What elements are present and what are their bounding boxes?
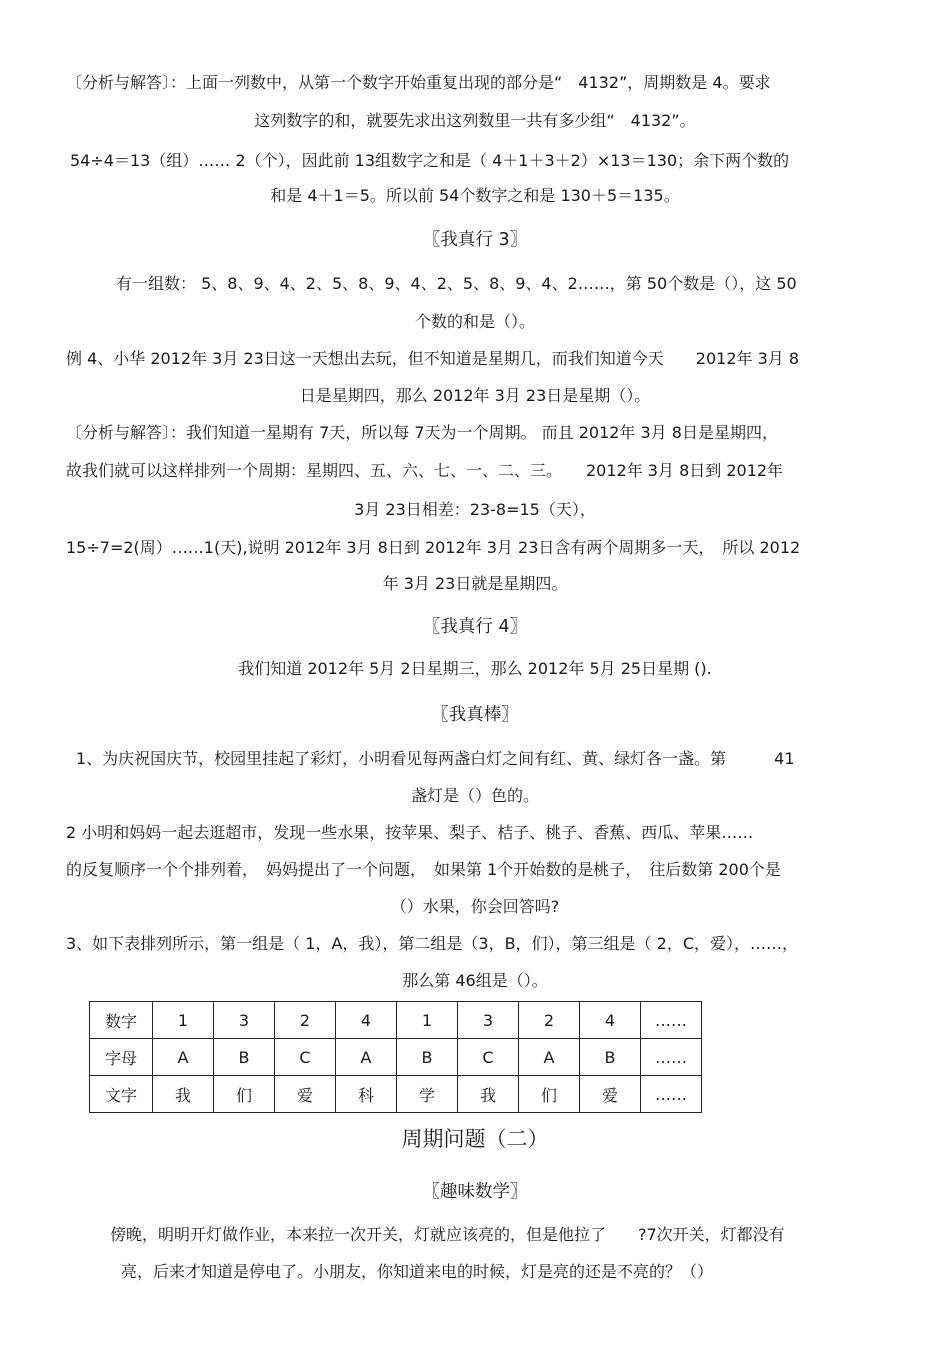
table-cell: 们 — [214, 1076, 275, 1113]
example-4-line-2: 日是星期四，那么 2012年 3月 23日是星期（）。 — [299, 386, 651, 405]
question-1-line-2: 盏灯是（）色的。 — [410, 786, 539, 805]
fun-math-line-1: 傍晚，明明开灯做作业，本来拉一次开关，灯就应该亮的，但是他拉了 ?7次开关，灯都没有 — [110, 1225, 785, 1244]
analysis-1-line-3: 54÷4＝13（组）…… 2（个），因此前 13组数字之和是（ 4＋1＋3＋2）×13＝130；余下两个数的 — [70, 151, 790, 170]
table-cell: B — [214, 1039, 275, 1076]
table-row — [90, 1039, 702, 1076]
table-cell: 2 — [519, 1002, 580, 1039]
analysis-1-line-4: 和是 4＋1＝5。所以前 54个数字之和是 130＋5＝135。 — [270, 186, 680, 205]
question-3-line-2: 那么第 46组是（）。 — [402, 971, 548, 990]
table-cell: A — [336, 1039, 397, 1076]
table-row — [90, 1076, 702, 1113]
example-4-analysis-3: 3月 23日相差：23-8=15（天）， — [354, 500, 596, 519]
pattern-table — [89, 1001, 702, 1113]
table-cell: 1 — [153, 1002, 214, 1039]
great-heading: 〖我真棒〗 — [431, 705, 519, 725]
table-cell: …… — [641, 1002, 702, 1039]
table-cell: 学 — [397, 1076, 458, 1113]
table-cell: A — [519, 1039, 580, 1076]
table-cell: 我 — [153, 1076, 214, 1113]
table-cell: 科 — [336, 1076, 397, 1113]
example-4-line-1: 例 4、小华 2012年 3月 23日这一天想出去玩，但不知道是星期几，而我们知道今天 2012年 3月 8 — [66, 349, 800, 368]
table-cell: C — [275, 1039, 336, 1076]
table-cell: …… — [641, 1076, 702, 1113]
table-cell: 3 — [458, 1002, 519, 1039]
analysis-1-line-1: 〔分析与解答〕：上面一列数中，从第一个数字开始重复出现的部分是“ 4132”，周期数是 4。要求 — [66, 73, 771, 92]
section-2-title: 周期问题（二） — [401, 1127, 549, 1151]
table-cell: 1 — [397, 1002, 458, 1039]
example-4-analysis-2: 故我们就可以这样排列一个周期：星期四、五、六、七、一、二、三。 2012年 3月 8日到 2012年 — [66, 461, 784, 480]
table-cell: B — [397, 1039, 458, 1076]
practice-4-heading: 〖我真行 4〗 — [422, 617, 528, 637]
table-cell: 我 — [458, 1076, 519, 1113]
table-cell: 数字 — [90, 1002, 153, 1039]
table-cell: B — [580, 1039, 641, 1076]
table-cell: 们 — [519, 1076, 580, 1113]
example-4-analysis-5: 年 3月 23日就是星期四。 — [382, 574, 568, 593]
question-1-line-1: 1、为庆祝国庆节，校园里挂起了彩灯，小明看见每两盏白灯之间有红、黄、绿灯各一盏。第 41 — [76, 749, 795, 768]
analysis-1-line-2: 这列数字的和，就要先求出这列数里一共有多少组“ 4132”。 — [254, 111, 696, 130]
practice-4-line-1: 我们知道 2012年 5月 2日星期三，那么 2012年 5月 25日星期 (). — [238, 659, 712, 678]
table-cell: 文字 — [90, 1076, 153, 1113]
table-cell: 爱 — [275, 1076, 336, 1113]
example-4-analysis-4: 15÷7=2(周）……1(天),说明 2012年 3月 8日到 2012年 3月 23日含有两个周期多一天， 所以 2012 — [66, 538, 801, 557]
question-2-line-3: （）水果，你会回答吗? — [390, 897, 560, 916]
table-cell: …… — [641, 1039, 702, 1076]
question-2-line-2: 的反复顺序一个个排列着， 妈妈提出了一个问题， 如果第 1个开始数的是桃子， 往后数第 200个是 — [66, 860, 781, 879]
example-4-analysis-1: 〔分析与解答〕：我们知道一星期有 7天，所以每 7天为一个周期。 而且 2012年 3月 8日是星期四， — [66, 423, 778, 442]
table-cell: A — [153, 1039, 214, 1076]
table-cell: 爱 — [580, 1076, 641, 1113]
table-cell: 4 — [580, 1002, 641, 1039]
table-cell: 3 — [214, 1002, 275, 1039]
fun-math-heading: 〖趣味数学〗 — [422, 1182, 528, 1202]
practice-3-heading: 〖我真行 3〗 — [422, 230, 528, 250]
table-cell: C — [458, 1039, 519, 1076]
table-cell: 2 — [275, 1002, 336, 1039]
fun-math-line-2: 亮，后来才知道是停电了。小朋友，你知道来电的时候，灯是亮的还是不亮的？（） — [121, 1262, 714, 1281]
table-cell: 字母 — [90, 1039, 153, 1076]
table-cell: 4 — [336, 1002, 397, 1039]
practice-3-line-1: 有一组数： 5、8、9、4、2、5、8、9、4、2、5、8、9、4、2……，第 50个数是（），这 50 — [116, 274, 797, 293]
question-3-line-1: 3、如下表排列所示，第一组是（ 1，A，我），第二组是（3，B，们），第三组是（ 2，C，爱），……， — [66, 934, 798, 953]
question-2-line-1: 2 小明和妈妈一起去逛超市，发现一些水果，按苹果、梨子、桔子、桃子、香蕉、西瓜、苹果…… — [66, 823, 754, 842]
practice-3-line-2: 个数的和是（）。 — [414, 312, 535, 331]
table-row — [90, 1002, 702, 1039]
